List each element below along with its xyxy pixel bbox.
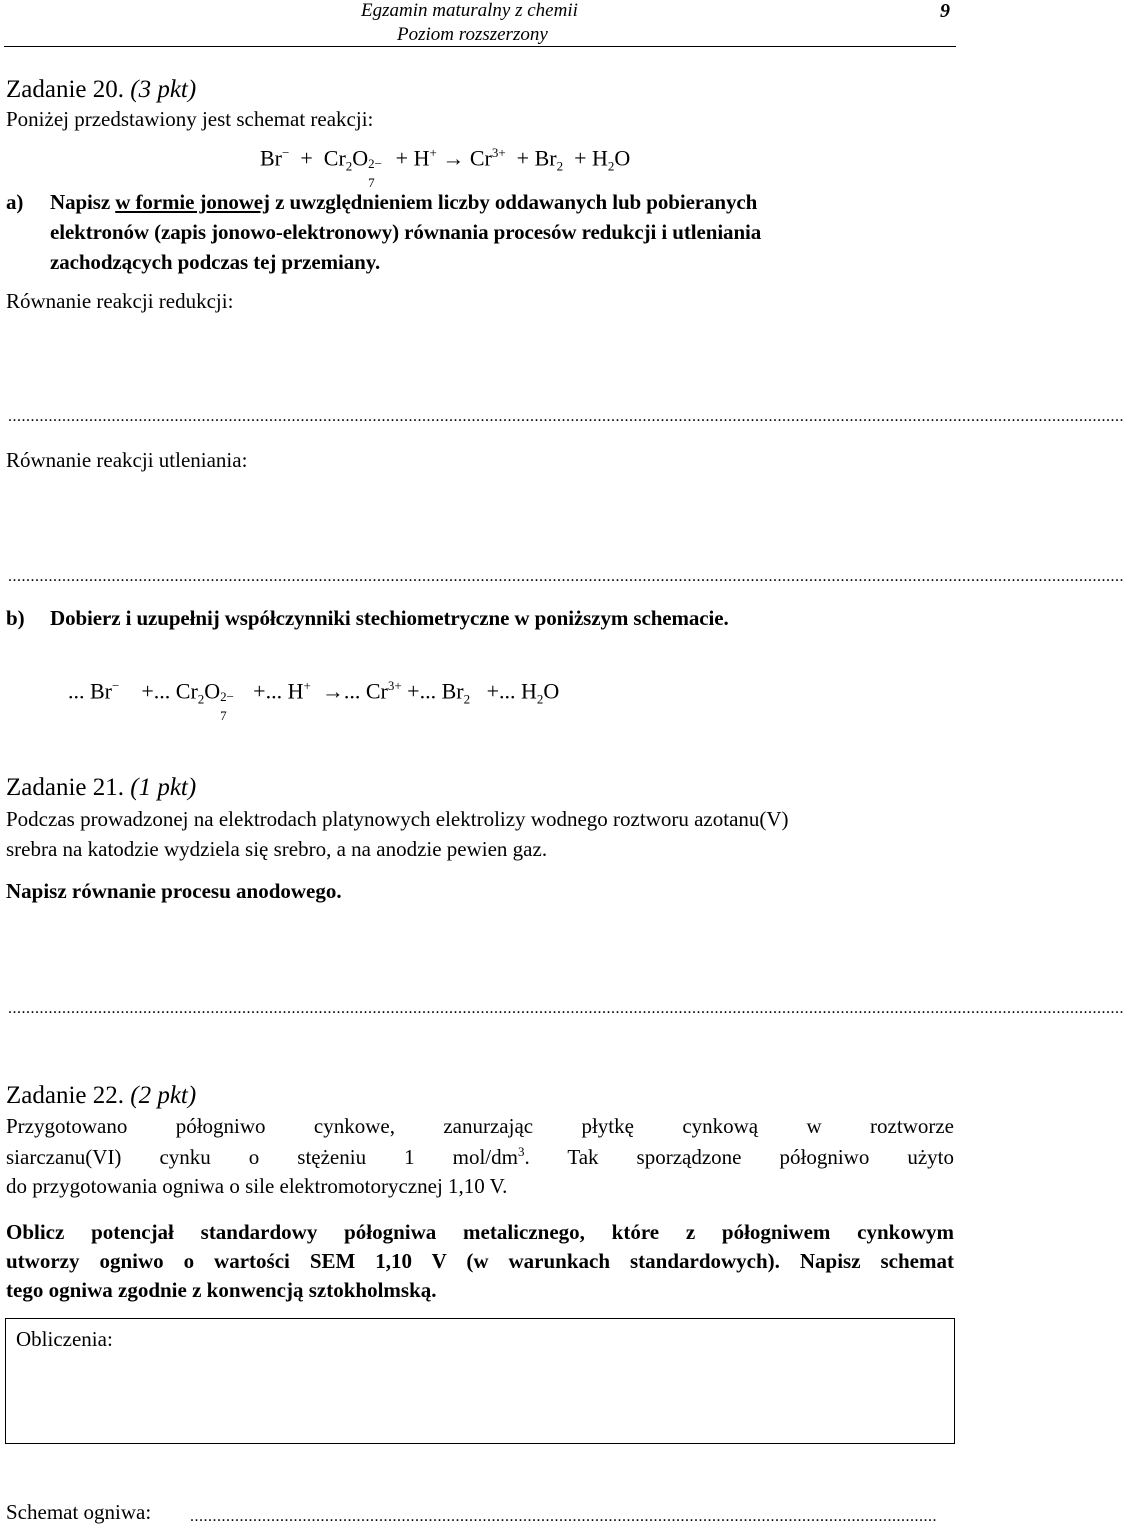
water-o: O xyxy=(614,145,631,171)
br2-molecule: Br xyxy=(441,678,464,704)
br2-molecule: Br xyxy=(534,145,557,171)
dichromate-o: O xyxy=(352,145,369,171)
reduction-answer-line[interactable]: ........................................................................................................................................................................................................................................................ xyxy=(8,408,1124,425)
plus-sign: + xyxy=(300,145,313,171)
h-ion: H xyxy=(413,145,430,171)
page-number: 9 xyxy=(940,0,950,22)
dichromate-o-sub: 7 xyxy=(220,708,227,724)
task21-points: (1 pkt) xyxy=(130,774,197,801)
task21-title xyxy=(6,774,196,802)
task22-title xyxy=(6,1082,196,1110)
part-a-underlined: w formie jonowej xyxy=(115,190,270,214)
plus-sign: + xyxy=(253,678,266,704)
task22-title-text: Zadanie 22. xyxy=(6,1082,125,1109)
plus-sign: + xyxy=(407,678,420,704)
water-h: H xyxy=(592,145,608,171)
task20-title xyxy=(6,76,196,104)
task21-line2: srebra na katodzie wydziela się srebro, a na anodzie pewien gaz. xyxy=(6,837,548,861)
dichromate-o: O xyxy=(204,678,221,704)
reaction-scheme xyxy=(260,145,631,191)
h-charge: + xyxy=(303,678,311,693)
cell-scheme-answer-line[interactable]: ...................................................................................................................................................................... xyxy=(190,1508,937,1525)
reaction-arrow: → xyxy=(321,678,344,704)
h-ion: H xyxy=(287,678,304,704)
plus-sign: + xyxy=(486,678,499,704)
task21-instruction: Napisz równanie procesu anodowego. xyxy=(6,879,342,903)
h-charge: + xyxy=(429,145,437,160)
oxidation-label: Równanie reakcji utleniania: xyxy=(6,448,248,472)
part-a-prefix: Napisz xyxy=(50,190,116,214)
task22-line1: Przygotowano półogniwo cynkowe, zanurzając płytkę cynkową w roztworze xyxy=(6,1114,954,1138)
plus-sign: + xyxy=(141,678,154,704)
task22-points: (2 pkt) xyxy=(130,1082,197,1109)
part-a-rest: z uwzględnieniem liczby oddawanych lub pobieranych xyxy=(269,190,758,214)
task22-line2-b: . Tak sporządzone półogniwo użyto xyxy=(524,1145,954,1169)
part-a-label: a) xyxy=(6,190,24,214)
exam-level: Poziom rozszerzony xyxy=(397,24,548,45)
header-rule xyxy=(4,46,956,47)
task22-instr2: utworzy ogniwo o wartości SEM 1,10 V (w warunkach standardowych). Napisz schemat xyxy=(6,1249,954,1273)
plus-sign: + xyxy=(574,145,587,171)
coefficient-blank[interactable]: ... xyxy=(265,678,283,704)
calculations-label: Obliczenia: xyxy=(16,1327,113,1351)
part-a-line1 xyxy=(50,190,757,215)
br-charge: − xyxy=(282,145,290,160)
task22-line2-a: siarczanu(VI) cynku o stężeniu 1 mol/dm xyxy=(6,1145,518,1169)
balancing-scheme xyxy=(68,678,560,724)
coefficient-blank[interactable]: ... xyxy=(153,678,171,704)
dichromate-cr-sub: 2 xyxy=(197,691,205,707)
plus-sign: + xyxy=(395,145,409,171)
water-sub: 2 xyxy=(607,158,615,174)
cr-ion: Cr xyxy=(469,145,492,171)
water-sub: 2 xyxy=(536,691,544,707)
part-b-label: b) xyxy=(6,606,25,630)
coefficient-blank[interactable]: ... xyxy=(68,678,85,704)
task22-line2 xyxy=(6,1144,954,1170)
coefficient-blank[interactable]: ... xyxy=(343,678,361,704)
cr-ion: Cr xyxy=(365,678,388,704)
oxidation-answer-line[interactable]: ........................................................................................................................................................................................................................................................ xyxy=(8,568,1124,585)
coefficient-blank[interactable]: ... xyxy=(419,678,437,704)
reaction-arrow: → xyxy=(442,145,465,171)
dichromate-cr: Cr xyxy=(323,145,346,171)
task22-line3: do przygotowania ogniwa o sile elektromotorycznej 1,10 V. xyxy=(6,1174,508,1198)
br-ion: Br xyxy=(260,145,282,171)
dichromate-cr: Cr xyxy=(175,678,198,704)
reduction-label: Równanie reakcji redukcji: xyxy=(6,289,234,313)
task21-line1: Podczas prowadzonej na elektrodach platynowych elektrolizy wodnego roztworu azotanu(V) xyxy=(6,807,789,831)
anode-answer-line[interactable]: ........................................................................................................................................................................................................................................................ xyxy=(8,1000,1124,1017)
exam-title: Egzamin maturalny z chemii xyxy=(361,0,578,21)
br-ion: Br xyxy=(90,678,112,704)
task20-intro: Poniżej przedstawiony jest schemat reakcji: xyxy=(6,107,374,131)
part-a-line3: zachodzących podczas tej przemiany. xyxy=(50,250,381,274)
water-h: H xyxy=(521,678,537,704)
br-charge: − xyxy=(112,678,120,693)
dichromate-charge: 2− xyxy=(220,689,234,705)
dichromate-charge: 2− xyxy=(368,156,382,172)
br2-sub: 2 xyxy=(556,158,564,174)
part-a-line2: elektronów (zapis jonowo-elektronowy) równania procesów redukcji i utleniania xyxy=(50,220,762,244)
task22-line2-sup: 3 xyxy=(517,1144,525,1159)
task21-title-text: Zadanie 21. xyxy=(6,774,125,801)
task20-title-text: Zadanie 20. xyxy=(6,76,125,103)
dichromate-cr-sub: 2 xyxy=(345,158,353,174)
task20-points: (3 pkt) xyxy=(130,76,197,103)
water-o: O xyxy=(543,678,560,704)
coefficient-blank[interactable]: ... xyxy=(499,678,516,704)
plus-sign: + xyxy=(516,145,530,171)
cr-charge: 3+ xyxy=(387,678,402,693)
calculations-box[interactable] xyxy=(5,1318,955,1444)
task22-instr3: tego ogniwa zgodnie z konwencją sztokholmską. xyxy=(6,1278,437,1302)
br2-sub: 2 xyxy=(463,691,471,707)
cell-scheme-label: Schemat ogniwa: xyxy=(6,1500,152,1524)
part-b-text: Dobierz i uzupełnij współczynniki stechiometryczne w poniższym schemacie. xyxy=(50,606,729,630)
cr-charge: 3+ xyxy=(491,145,506,160)
task22-instr1: Oblicz potencjał standardowy półogniwa metalicznego, które z półogniwem cynkowym xyxy=(6,1220,954,1244)
dichromate-o-sub: 7 xyxy=(368,175,375,191)
